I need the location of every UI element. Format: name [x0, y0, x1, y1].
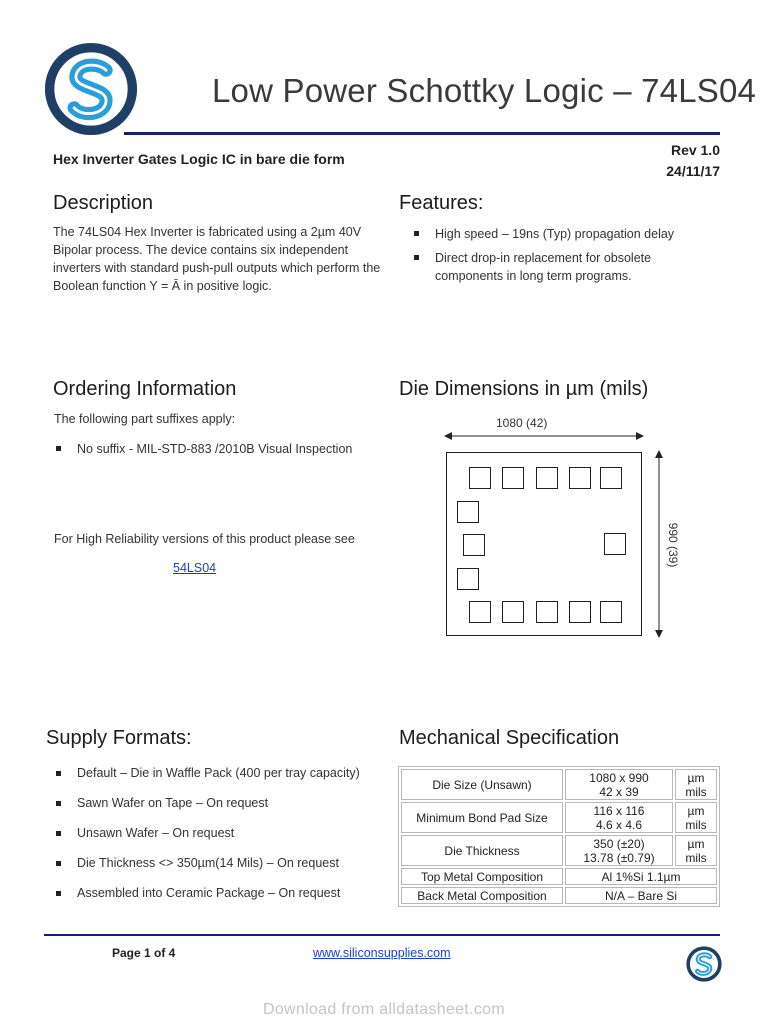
document-subtitle: Hex Inverter Gates Logic IC in bare die form — [53, 151, 345, 167]
spec-row — [401, 769, 717, 800]
die-height-arrow — [651, 448, 667, 640]
spec-row — [401, 802, 717, 833]
features-heading: Features: — [399, 192, 484, 214]
page-number: Page 1 of 4 — [112, 946, 176, 960]
supply-item: Unsawn Wafer – On request — [55, 825, 385, 841]
ordering-heading: Ordering Information — [53, 378, 237, 400]
spec-label: Die Thickness — [401, 835, 563, 866]
footer-logo — [686, 946, 722, 982]
spec-value: Al 1%Si 1.1µm — [565, 868, 717, 885]
bond-pad — [569, 601, 591, 623]
spec-label: Minimum Bond Pad Size — [401, 802, 563, 833]
feature-item: Direct drop-in replacement for obsolete components in long term programs. — [413, 249, 733, 285]
supply-item: Default – Die in Waffle Pack (400 per tray capacity) — [55, 765, 385, 781]
description-line: inverters with standard push-pull outputs which perform the — [53, 261, 381, 275]
document-title: Low Power Schottky Logic – 74LS04 — [212, 72, 757, 109]
revision-block — [666, 140, 720, 182]
revision-date: 24/11/17 — [666, 163, 720, 179]
bond-pad — [600, 467, 622, 489]
spec-label: Top Metal Composition — [401, 868, 563, 885]
ordering-intro: The following part suffixes apply: — [54, 412, 236, 426]
bond-pad — [463, 534, 485, 556]
bond-pad — [600, 601, 622, 623]
part-54ls04-link[interactable]: 54LS04 — [173, 561, 217, 575]
spec-unit: µm mils — [675, 769, 717, 800]
bond-pad — [457, 568, 479, 590]
spec-row — [401, 835, 717, 866]
bond-pad — [536, 467, 558, 489]
spec-value: 116 x 116 4.6 x 4.6 — [565, 802, 673, 833]
supply-item: Die Thickness <> 350µm(14 Mils) – On request — [55, 855, 385, 871]
spec-row — [401, 868, 717, 885]
spec-value: N/A – Bare Si — [565, 887, 717, 904]
spec-label: Die Size (Unsawn) — [401, 769, 563, 800]
bond-pad — [502, 601, 524, 623]
company-logo — [44, 42, 138, 136]
ordering-note: For High Reliability versions of this product please see — [54, 532, 355, 546]
spec-value: 1080 x 990 42 x 39 — [565, 769, 673, 800]
description-heading: Description — [53, 192, 154, 214]
bond-pad — [457, 501, 479, 523]
bond-pad — [536, 601, 558, 623]
description-line: Bipolar process. The device contains six independent — [53, 243, 349, 257]
spec-label: Back Metal Composition — [401, 887, 563, 904]
supply-item: Sawn Wafer on Tape – On request — [55, 795, 385, 811]
die-height-label: 990 (39) — [666, 522, 680, 568]
revision: Rev 1.0 — [670, 142, 720, 158]
website-link[interactable]: www.siliconsupplies.com — [313, 946, 451, 960]
spec-table-frame — [398, 766, 720, 907]
feature-item: High speed – 19ns (Typ) propagation delay — [413, 225, 733, 243]
mechanical-heading: Mechanical Specification — [399, 727, 620, 749]
bond-pad — [502, 467, 524, 489]
ordering-list — [55, 440, 385, 458]
die-width-label: 1080 (42) — [496, 416, 548, 430]
features-list — [413, 225, 733, 285]
die-width-arrow — [442, 428, 646, 444]
description-line: Boolean function Y = Ā in positive logic. — [53, 279, 272, 293]
die-outline — [446, 452, 642, 636]
bond-pad — [569, 467, 591, 489]
spec-value: 350 (±20) 13.78 (±0.79) — [565, 835, 673, 866]
bond-pad — [604, 533, 626, 555]
spec-unit: µm mils — [675, 802, 717, 833]
description-text — [53, 223, 380, 295]
supply-heading: Supply Formats: — [46, 727, 192, 749]
bond-pad — [469, 467, 491, 489]
die-dimensions-heading: Die Dimensions in µm (mils) — [399, 378, 649, 400]
watermark: Download from alldatasheet.com — [262, 1001, 505, 1018]
supply-item: Assembled into Ceramic Package – On request — [55, 885, 385, 901]
spec-table — [399, 767, 719, 906]
description-line: The 74LS04 Hex Inverter is fabricated using a 2µm 40V — [53, 225, 362, 239]
spec-row — [401, 887, 717, 904]
ordering-item: No suffix - MIL-STD-883 /2010B Visual Inspection — [55, 440, 385, 458]
spec-unit: µm mils — [675, 835, 717, 866]
supply-list — [55, 765, 385, 901]
footer-rule — [44, 934, 720, 936]
title-rule — [124, 132, 720, 135]
bond-pad — [469, 601, 491, 623]
